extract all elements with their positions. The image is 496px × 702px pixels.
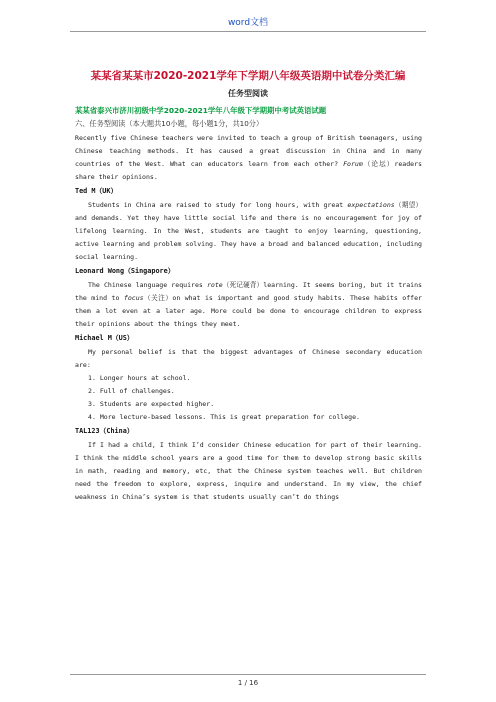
footer-divider bbox=[70, 674, 426, 675]
entry-paragraph: If I had a child, I think I’d consider Chinese education for part of their learning. I think the middle school years are a good time for them to develop strong basic skills in math, reading and memory, etc, that the Chinese system teaches well. But children need the freedom to explore, express, inquire and understand. In my view, the chief weakness in China’s system is that students usually can’t do things bbox=[75, 441, 422, 501]
document-body bbox=[75, 104, 422, 504]
section-instruction: 六、任务型阅读（本大题共10小题，每小题1分，共10分） bbox=[75, 119, 264, 128]
author-name: Ted M（UK） bbox=[75, 187, 118, 195]
author-name: Leonard Wong（Singapore） bbox=[75, 267, 175, 275]
section-title: 某某省泰兴市济川初级中学2020-2021学年八年级下学期期中考试英语试题 bbox=[75, 106, 327, 115]
entry-paragraph: My personal belief is that the biggest advantages of Chinese secondary education are: bbox=[75, 348, 422, 369]
list-item: 1. Longer hours at school. bbox=[88, 374, 191, 382]
intro-paragraph: Recently five Chinese teachers were invited to teach a group of British teenagers, using Chinese teaching methods. It has caused a great discussion in China and in many countries of the West. What can educators learn from each other? Forum（论坛）readers share their opinions. bbox=[75, 134, 422, 181]
author-name: Michael M（US） bbox=[75, 334, 134, 342]
document-subtitle: 任务型阅读 bbox=[228, 89, 268, 98]
document-title: 某某省某某市2020-2021学年下学期八年级英语期中试卷分类汇编 bbox=[90, 70, 406, 82]
header-divider bbox=[70, 31, 426, 32]
entry-paragraph: The Chinese language requires rote（死记硬背）learning. It seems boring, but it trains the mind to focus（关注）on what is important and good study habits. These habits offer them a lot even at a later age. More could be done to encourage children to express their opinions about the things they meet. bbox=[75, 281, 423, 328]
entry-paragraph: Students in China are raised to study for long hours, with great expectations（期望）and demands. Yet they have little social life and there is no encouragement for joy of lifelong learning. In the West, students are taught to enjoy learning, questioning, active learning and problem solving. They have a broad and balanced education, including social learning. bbox=[75, 201, 422, 261]
header-label: word文档 bbox=[227, 18, 269, 28]
author-name: TAL123（China） bbox=[75, 427, 134, 435]
page-number: 1 / 16 bbox=[237, 679, 259, 687]
list-item: 4. More lecture-based lessons. This is great preparation for college. bbox=[88, 413, 360, 421]
list-item: 3. Students are expected higher. bbox=[88, 400, 215, 408]
list-item: 2. Full of challenges. bbox=[88, 387, 175, 395]
